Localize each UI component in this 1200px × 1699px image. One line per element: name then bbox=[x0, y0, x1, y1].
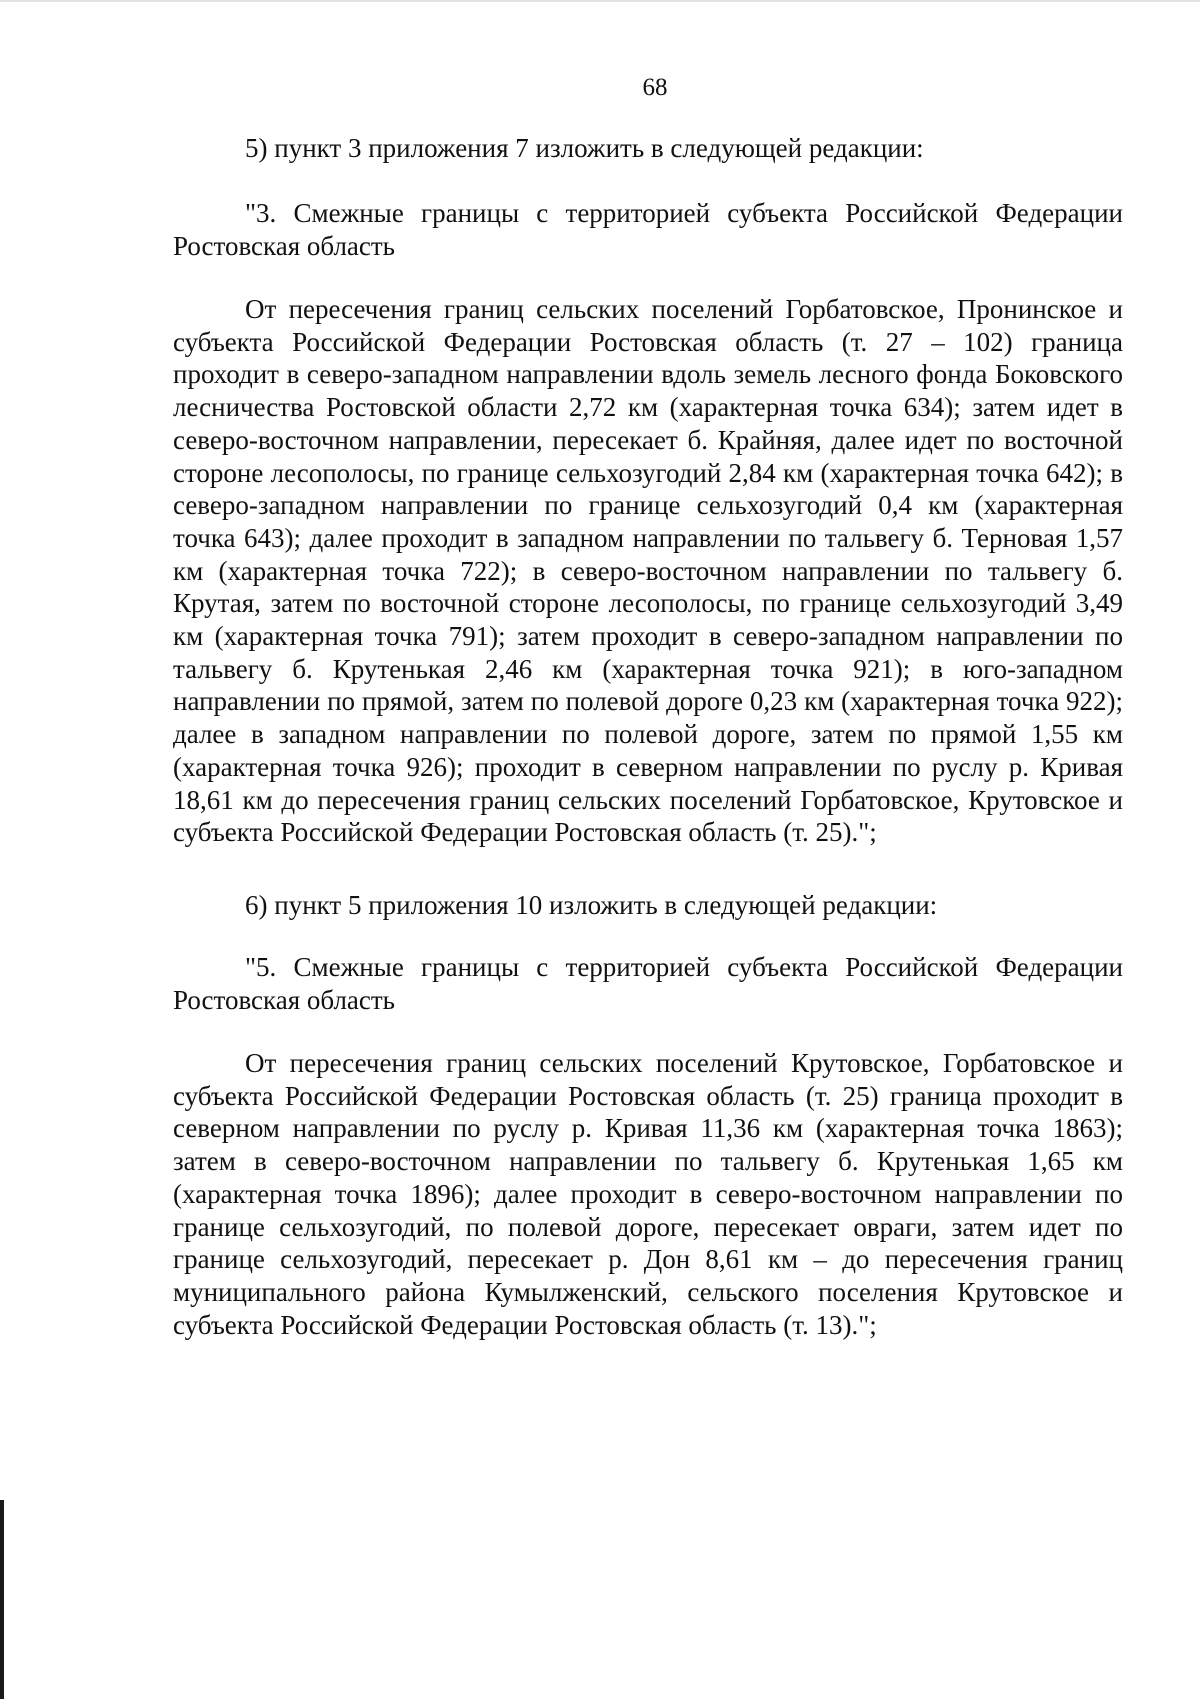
section-3-title-text: "3. Смежные границы с территорией субъекта Российской Федерации Ростовская область bbox=[173, 198, 1123, 261]
section-3-title bbox=[173, 197, 1123, 262]
page-number: 68 bbox=[642, 74, 668, 101]
amendment-5-heading bbox=[173, 132, 1123, 165]
scan-left-edge bbox=[0, 1500, 4, 1699]
amendment-6-heading bbox=[173, 889, 1123, 922]
scan-top-edge bbox=[0, 0, 1200, 2]
section-5-title-text: "5. Смежные границы с территорией субъекта Российской Федерации Ростовская область bbox=[173, 952, 1123, 1015]
amendment-6-heading-text: 6) пункт 5 приложения 10 изложить в следующей редакции: bbox=[245, 890, 938, 920]
section-5-title bbox=[173, 951, 1123, 1016]
section-3-body-text: От пересечения границ сельских поселений Горбатовское, Пронинское и субъекта Российской Федерации Ростовская область (т. 27 – 102) граница проходит в северо-западном направлении вдоль земель лесного фонда Боковского лесничества Ростовской области 2,72 км (характерная точка 634); затем идет в северо-восточном направлении, пересекает б. Крайняя, далее идет по восточной стороне лесополосы, по границе сельхозугодий 2,84 км (характерная точка 642); в северо-западном направлении по границе сельхозугодий 0,4 км (характерная точка 643); далее проходит в западном направлении по тальвегу б. Терновая 1,57 км (характерная точка 722); в северо-восточном направлении по тальвегу б. Крутая, затем по восточной стороне лесополосы, по границе сельхозугодий 3,49 км (характерная точка 791); затем проходит в северо-западном направлении по тальвегу б. Крутенькая 2,46 км (характерная точка 921); в юго-западном направлении по прямой, затем по полевой дороге 0,23 км (характерная точка 922); далее в западном направлении по полевой дороге, затем по прямой 1,55 км (характерная точка 926); проходит в северном направлении по руслу р. Кривая 18,61 км до пересечения границ сельских поселений Горбатовское, Крутовское и субъекта Российской Федерации Ростовская область (т. 25)."; bbox=[173, 294, 1123, 848]
section-5-body bbox=[173, 1047, 1123, 1341]
section-3-body bbox=[173, 293, 1123, 849]
amendment-5-heading-text: 5) пункт 3 приложения 7 изложить в следующей редакции: bbox=[245, 133, 924, 163]
section-5-body-text: От пересечения границ сельских поселений Крутовское, Горбатовское и субъекта Российской Федерации Ростовская область (т. 25) граница проходит в северном направлении по руслу р. Кривая 11,36 км (характерная точка 1863); затем в северо-восточном направлении по тальвегу б. Крутенькая 1,65 км (характерная точка 1896); далее проходит в северо-восточном направлении по границе сельхозугодий, по полевой дороге, пересекает овраги, затем идет по границе сельхозугодий, пересекает р. Дон 8,61 км – до пересечения границ муниципального района Кумылженский, сельского поселения Крутовское и субъекта Российской Федерации Ростовская область (т. 13)."; bbox=[173, 1048, 1123, 1340]
